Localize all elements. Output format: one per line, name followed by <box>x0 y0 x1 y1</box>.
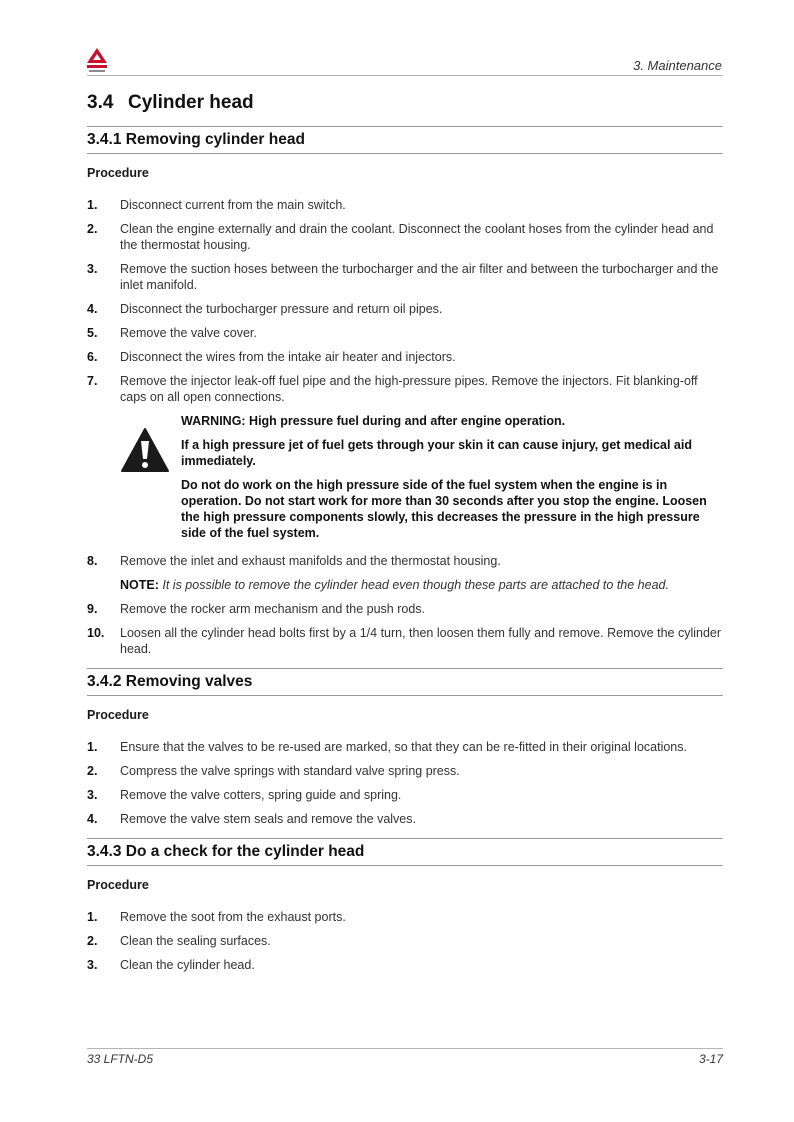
procedure-steps <box>87 553 723 569</box>
chapter-heading <box>87 92 723 114</box>
step-text: Remove the valve cover. <box>120 326 257 340</box>
warning-triangle-icon <box>120 427 170 473</box>
step-text: Remove the valve cotters, spring guide and spring. <box>120 788 402 802</box>
warning-title: WARNING: High pressure fuel during and after engine operation. <box>181 414 566 428</box>
section-heading-check-cylinder-head: 3.4.3 Do a check for the cylinder head <box>87 838 723 866</box>
procedure-label: Procedure <box>87 878 149 892</box>
step-text: Remove the valve stem seals and remove the valves. <box>120 812 416 826</box>
step-text: Clean the engine externally and drain the coolant. Disconnect the coolant hoses from the cylinder head and the thermostat housing. <box>120 222 714 252</box>
step-number: 5. <box>87 326 98 340</box>
footer-rule <box>87 1048 723 1049</box>
footer-page-number: 3-17 <box>698 1052 723 1066</box>
step-text: Clean the sealing surfaces. <box>120 934 271 948</box>
step-number: 3. <box>87 958 98 972</box>
note-label: NOTE: <box>120 578 159 592</box>
list-item <box>87 301 723 317</box>
list-item <box>87 739 723 755</box>
procedure-steps <box>87 739 723 827</box>
chapter-number: 3.4 <box>87 92 114 113</box>
list-item <box>87 601 723 617</box>
procedure-label: Procedure <box>87 708 149 722</box>
chapter-title: Cylinder head <box>128 92 254 113</box>
step-number: 8. <box>87 554 98 568</box>
list-item <box>87 553 723 569</box>
warning-box <box>120 413 723 541</box>
agco-power-logo <box>84 46 110 76</box>
list-item <box>87 763 723 779</box>
footer-document-code: 33 LFTN-D5 <box>87 1052 154 1066</box>
step-number: 7. <box>87 374 98 388</box>
step-number: 4. <box>87 302 98 316</box>
step-text: Disconnect the wires from the intake air heater and injectors. <box>120 350 456 364</box>
step-number: 6. <box>87 350 98 364</box>
step-text: Loosen all the cylinder head bolts first by a 1/4 turn, then loosen them fully and remove. Remove the cylinder head. <box>120 626 722 656</box>
step-number: 3. <box>87 788 98 802</box>
step-number: 10. <box>87 626 105 640</box>
note <box>87 577 723 593</box>
step-number: 3. <box>87 262 98 276</box>
step-number: 1. <box>87 740 98 754</box>
list-item <box>87 373 723 405</box>
list-item <box>87 787 723 803</box>
step-number: 1. <box>87 198 98 212</box>
step-text: Remove the inlet and exhaust manifolds and the thermostat housing. <box>120 554 501 568</box>
step-number: 1. <box>87 910 98 924</box>
step-text: Remove the injector leak-off fuel pipe and the high-pressure pipes. Remove the injectors. Fit blanking-off caps on all open connections. <box>120 374 698 404</box>
procedure-steps <box>87 197 723 405</box>
list-item <box>87 325 723 341</box>
step-number: 2. <box>87 222 98 236</box>
step-text: Clean the cylinder head. <box>120 958 255 972</box>
step-text: Compress the valve springs with standard valve spring press. <box>120 764 460 778</box>
header-section-title: 3. Maintenance <box>633 58 722 73</box>
list-item <box>87 811 723 827</box>
list-item <box>87 625 723 657</box>
step-text: Ensure that the valves to be re-used are marked, so that they can be re-fitted in their original locations. <box>120 740 687 754</box>
warning-text: If a high pressure jet of fuel gets through your skin it can cause injury, get medical aid immediately. <box>181 438 692 468</box>
step-text: Remove the rocker arm mechanism and the push rods. <box>120 602 425 616</box>
step-text: Remove the soot from the exhaust ports. <box>120 910 346 924</box>
list-item <box>87 933 723 949</box>
step-text: Disconnect current from the main switch. <box>120 198 346 212</box>
step-text: Remove the suction hoses between the turbocharger and the air filter and between the turbocharger and the inlet manifold. <box>120 262 719 292</box>
list-item <box>87 221 723 253</box>
step-number: 4. <box>87 812 98 826</box>
page-content <box>87 92 723 981</box>
section-heading-removing-cylinder-head: 3.4.1 Removing cylinder head <box>87 126 723 154</box>
step-number: 2. <box>87 934 98 948</box>
list-item <box>87 349 723 365</box>
step-number: 2. <box>87 764 98 778</box>
list-item <box>87 957 723 973</box>
list-item <box>87 197 723 213</box>
procedure-steps <box>87 909 723 973</box>
list-item <box>87 261 723 293</box>
note-text: It is possible to remove the cylinder head even though these parts are attached to the head. <box>162 578 669 592</box>
header-rule <box>87 75 723 76</box>
procedure-label: Procedure <box>87 166 149 180</box>
procedure-steps <box>87 601 723 657</box>
list-item <box>87 909 723 925</box>
warning-text: Do not do work on the high pressure side of the fuel system when the engine is in operation. Do not start work for more than 30 seconds after you stop the engine. Loosen the high pressure components slowly, this decreases the pressure in the high pressure side of the fuel system. <box>181 478 707 540</box>
section-heading-removing-valves: 3.4.2 Removing valves <box>87 668 723 696</box>
step-number: 9. <box>87 602 98 616</box>
step-text: Disconnect the turbocharger pressure and return oil pipes. <box>120 302 443 316</box>
